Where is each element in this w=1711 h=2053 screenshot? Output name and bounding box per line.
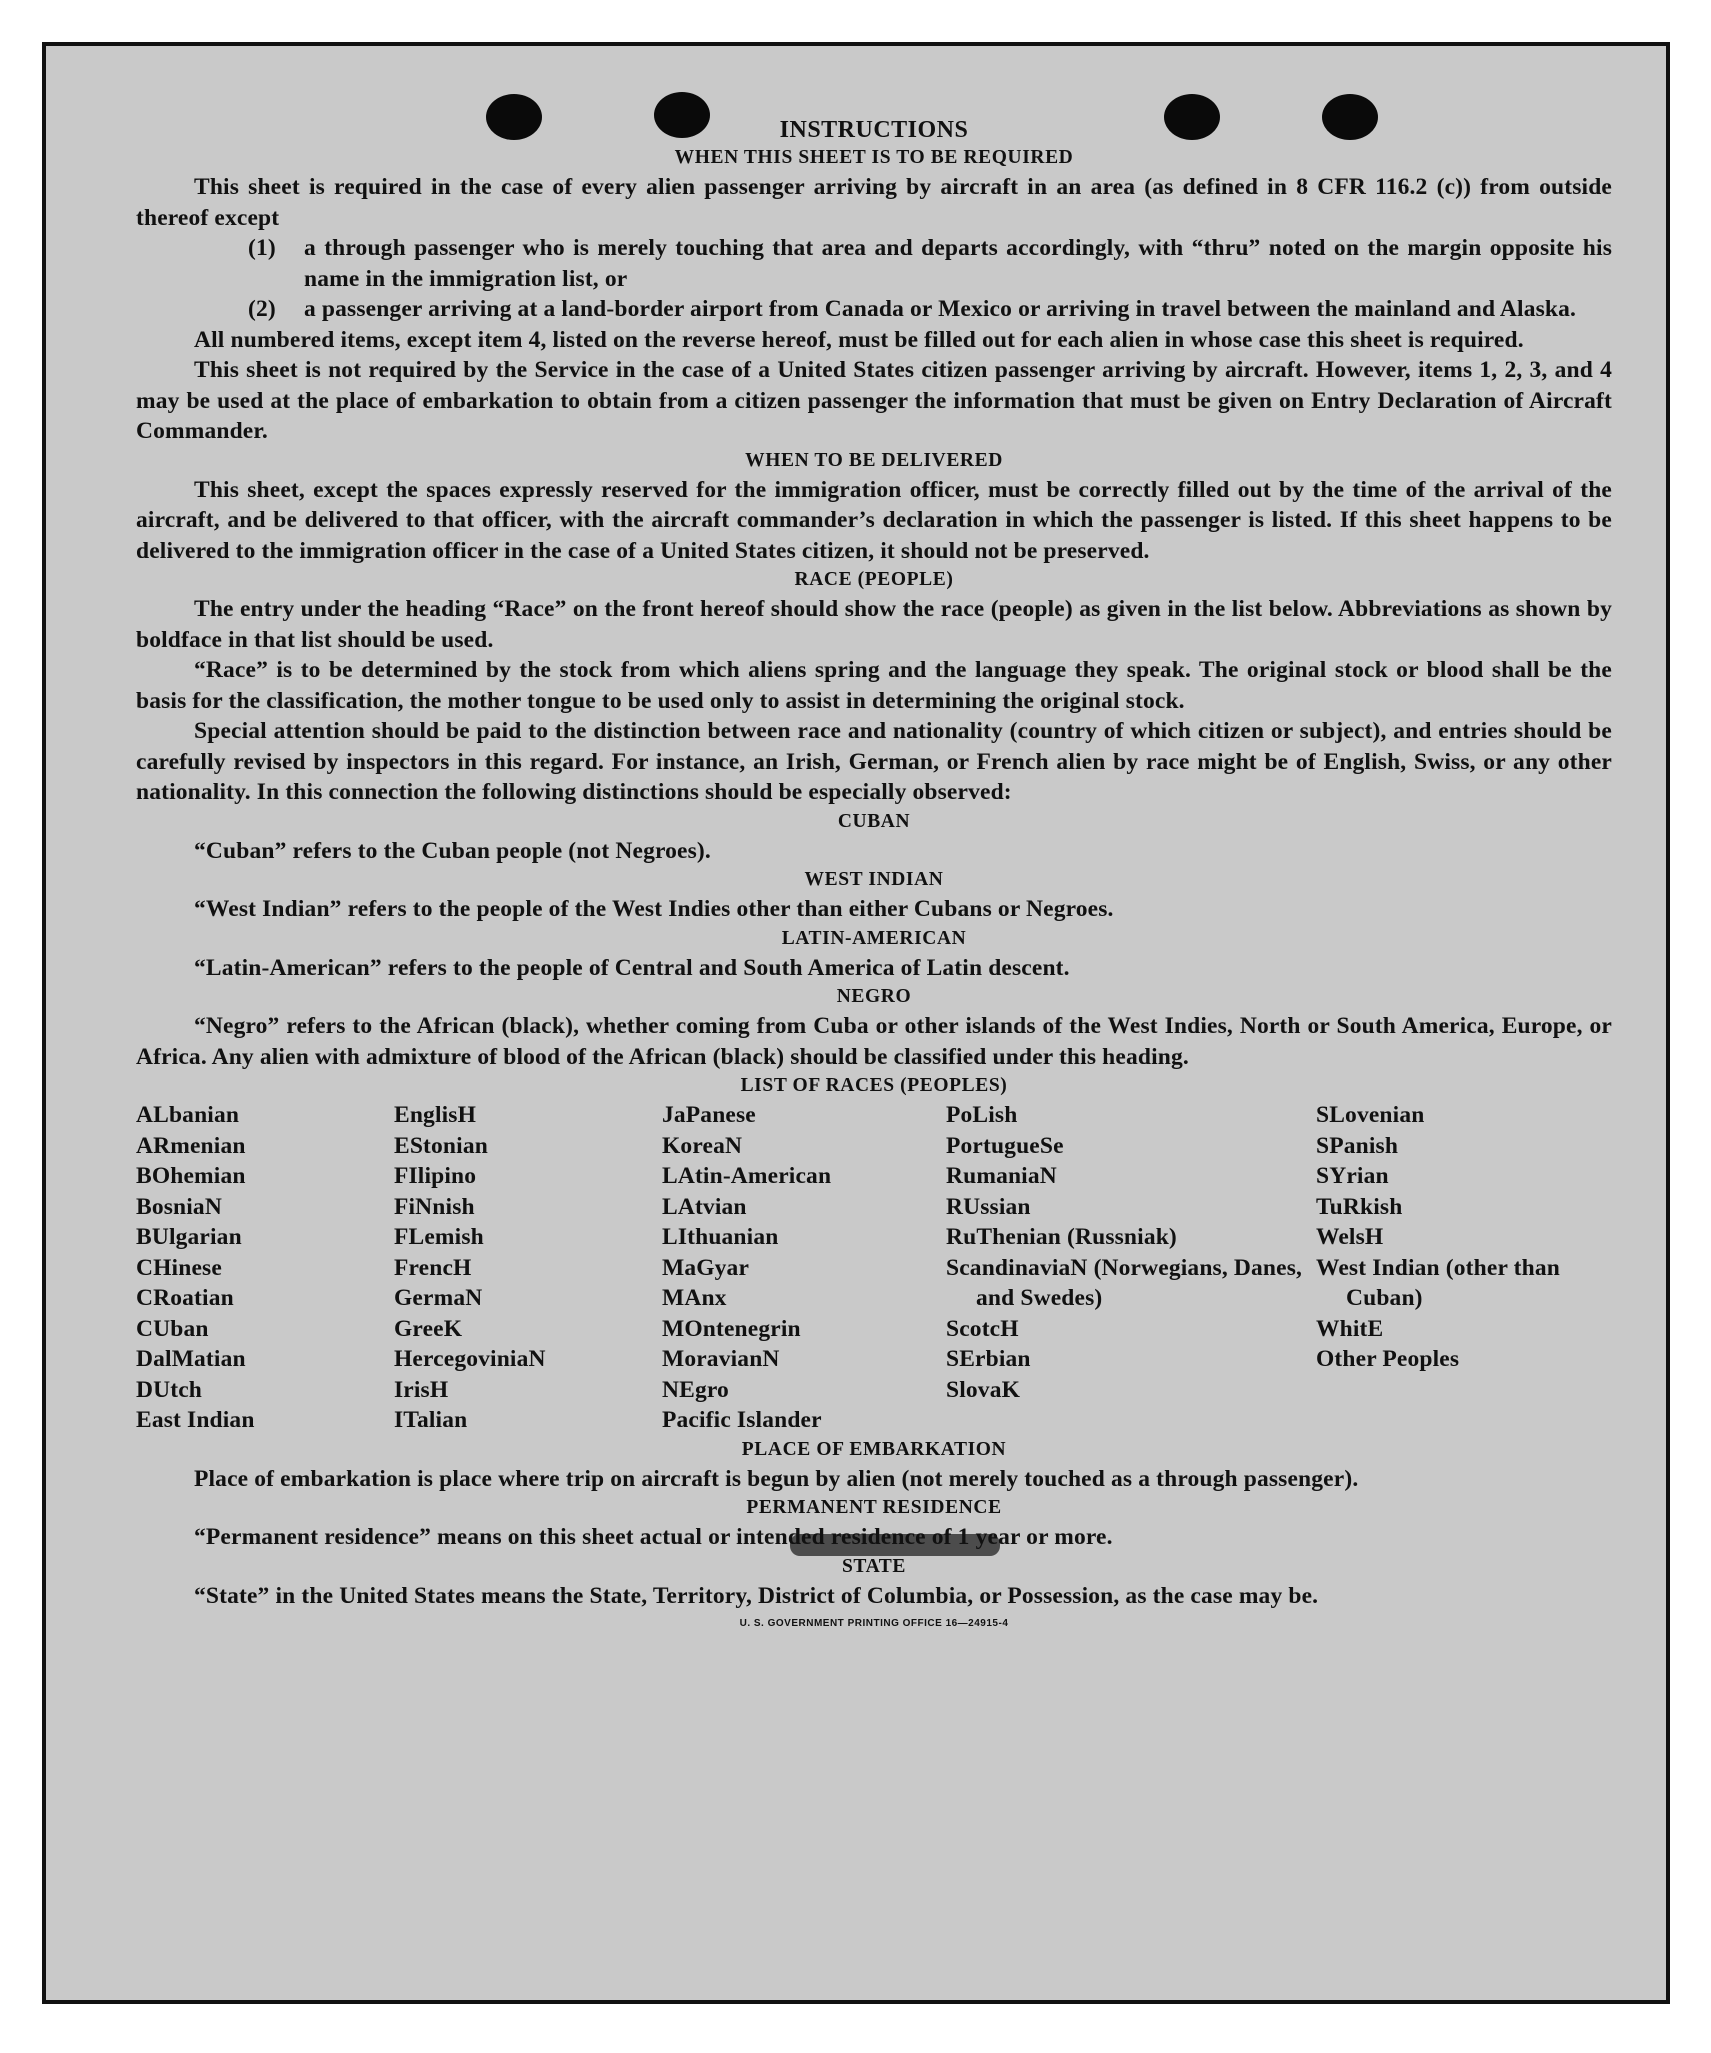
race-entry: EStonian bbox=[394, 1132, 488, 1159]
heading-west-indian: WEST INDIAN bbox=[804, 869, 944, 890]
race-paragraph: Special attention should be paid to the distinction between race and nationality (country of which citizen or subject), and entries should be carefully revised by inspectors in this regard. For instance, an Irish, German, or French alien by race might be of English, Swiss, or any other nationality. In this connection the following distinctions should be especially observed: bbox=[136, 718, 1612, 805]
race-entry: EnglisH bbox=[394, 1102, 477, 1128]
heading-races-list: LIST OF RACES (PEOPLES) bbox=[740, 1075, 1008, 1096]
race-entry: GreeK bbox=[394, 1315, 463, 1342]
races-column bbox=[1316, 1100, 1612, 1436]
required-intro: This sheet is required in the case of every alien passenger arriving by aircraft in an area (as defined in 8 CFR 116.2 (c)) from outside thereof except bbox=[136, 174, 1612, 231]
race-entry: CHinese bbox=[136, 1254, 222, 1281]
race-entry: FLemish bbox=[394, 1224, 484, 1250]
heading-embarkation: PLACE OF EMBARKATION bbox=[741, 1438, 1007, 1460]
race-entry: SLovenian bbox=[1316, 1102, 1425, 1128]
cuban-text: “Cuban” refers to the Cuban people (not Negroes). bbox=[194, 837, 711, 864]
race-entry: SPanish bbox=[1316, 1132, 1399, 1159]
race-entry: TuRkish bbox=[1316, 1193, 1403, 1220]
race-entry: FrencH bbox=[394, 1254, 472, 1281]
race-entry: SErbian bbox=[946, 1346, 1031, 1372]
instructions-content bbox=[136, 116, 1612, 1631]
race-entry: BUlgarian bbox=[136, 1224, 242, 1250]
race-entry: DUtch bbox=[136, 1376, 203, 1403]
race-entry: IrisH bbox=[394, 1376, 449, 1403]
race-entry: GermaN bbox=[394, 1285, 483, 1311]
page-title: INSTRUCTIONS bbox=[779, 117, 969, 143]
race-entry: CUban bbox=[136, 1315, 209, 1342]
race-paragraph: “Race” is to be determined by the stock from which aliens spring and the language they speak. The original stock or blood shall be the basis for the classification, the mother tongue to be used only to assist in determining the original stock. bbox=[136, 657, 1612, 714]
race-entry: MaGyar bbox=[662, 1254, 750, 1281]
race-entry: MAnx bbox=[662, 1285, 727, 1311]
heading-state: STATE bbox=[841, 1555, 907, 1577]
heading-race: RACE (PEOPLE) bbox=[794, 569, 954, 590]
race-entry: ScotcH bbox=[946, 1315, 1019, 1342]
races-column bbox=[946, 1100, 1316, 1436]
race-entry: MOntenegrin bbox=[662, 1315, 801, 1342]
race-entry: East Indian bbox=[136, 1407, 255, 1433]
races-table bbox=[136, 1100, 1612, 1436]
race-entry: WhitE bbox=[1316, 1315, 1384, 1342]
race-entry: JaPanese bbox=[662, 1102, 756, 1128]
race-entry: ALbanian bbox=[136, 1102, 240, 1128]
race-entry: LIthuanian bbox=[662, 1224, 779, 1250]
document-page bbox=[42, 42, 1670, 2004]
race-entry: SYrian bbox=[1316, 1163, 1389, 1189]
races-column bbox=[394, 1100, 662, 1436]
race-entry: FIlipino bbox=[394, 1163, 477, 1189]
race-entry: HercegoviniaN bbox=[394, 1346, 546, 1372]
embarkation-text: Place of embarkation is place where trip on aircraft is begun by alien (not merely touched as a through passenger). bbox=[194, 1465, 1359, 1492]
race-entry: DalMatian bbox=[136, 1346, 246, 1372]
race-entry: Pacific Islander bbox=[662, 1407, 822, 1433]
residence-text: “Permanent residence” means on this sheet actual or intended residence of 1 year or more. bbox=[194, 1524, 1113, 1550]
race-entry: MoravianN bbox=[662, 1346, 780, 1372]
state-text: “State” in the United States means the State, Territory, District of Columbia, or Possession, as the case may be. bbox=[194, 1582, 1319, 1609]
exception-number: (2) bbox=[248, 296, 276, 322]
race-entry: ARmenian bbox=[136, 1132, 246, 1159]
heading-cuban: CUBAN bbox=[837, 810, 911, 832]
race-entry: BOhemian bbox=[136, 1163, 246, 1189]
race-entry: PoLish bbox=[946, 1102, 1018, 1128]
races-column bbox=[136, 1100, 394, 1436]
races-column bbox=[662, 1100, 946, 1436]
printer-imprint: U. S. GOVERNMENT PRINTING OFFICE 16—24915-4 bbox=[739, 1618, 1009, 1629]
race-entry: Other Peoples bbox=[1316, 1346, 1460, 1372]
race-entry: KoreaN bbox=[662, 1132, 743, 1159]
heading-required: WHEN THIS SHEET IS TO BE REQUIRED bbox=[674, 147, 1074, 168]
exception-text: a through passenger who is merely touching that area and departs accordingly, with “thru” noted on the margin opposite his name in the immigration list, or bbox=[304, 235, 1612, 292]
negro-text: “Negro” refers to the African (black), whether coming from Cuba or other islands of the West Indies, North or South America, Europe, or Africa. Any alien with admixture of blood of the African (black) should be classified under this heading. bbox=[136, 1013, 1612, 1070]
race-entry: West Indian (other than Cuban) bbox=[1316, 1254, 1560, 1311]
race-entry: FiNnish bbox=[394, 1193, 475, 1220]
heading-negro: NEGRO bbox=[836, 986, 912, 1007]
delivered-paragraph: This sheet, except the spaces expressly reserved for the immigration officer, must be correctly filled out by the time of the arrival of the aircraft, and be delivered to that officer, with the aircraft commander’s declaration in which the passenger is listed. If this sheet happens to be delivered to the immigration officer in the case of a United States citizen, it should not be preserved. bbox=[136, 476, 1612, 564]
race-entry: CRoatian bbox=[136, 1285, 234, 1311]
west-indian-text: “West Indian” refers to the people of the West Indies other than either Cubans or Negroes. bbox=[194, 896, 1114, 922]
race-entry: ITalian bbox=[394, 1407, 468, 1433]
race-entry: SlovaK bbox=[946, 1376, 1021, 1403]
race-paragraph: The entry under the heading “Race” on the front hereof should show the race (people) as given in the list below. Abbreviations as shown by boldface in that list should be used. bbox=[136, 596, 1612, 653]
heading-latin-american: LATIN-AMERICAN bbox=[781, 927, 967, 949]
race-entry: LAtvian bbox=[662, 1193, 747, 1220]
exception-item bbox=[136, 233, 1612, 294]
heading-residence: PERMANENT RESIDENCE bbox=[746, 1497, 1002, 1518]
race-entry: PortugueSe bbox=[946, 1132, 1064, 1159]
race-entry: ScandinaviaN (Norwegians, Danes, and Swedes) bbox=[946, 1254, 1303, 1311]
race-entry: WelsH bbox=[1316, 1224, 1384, 1250]
exception-text: a passenger arriving at a land-border airport from Canada or Mexico or arriving in travel between the mainland and Alaska. bbox=[304, 296, 1577, 322]
race-entry: NEgro bbox=[662, 1376, 729, 1403]
exception-number: (1) bbox=[248, 235, 276, 261]
race-entry: LAtin-American bbox=[662, 1163, 832, 1189]
race-entry: BosniaN bbox=[136, 1193, 222, 1220]
latin-american-text: “Latin-American” refers to the people of Central and South America of Latin descent. bbox=[194, 954, 1070, 981]
race-entry: RuThenian (Russniak) bbox=[946, 1224, 1177, 1250]
required-paragraph: All numbered items, except item 4, listed on the reverse hereof, must be filled out for each alien in whose case this sheet is required. bbox=[194, 326, 1524, 353]
race-entry: RUssian bbox=[946, 1193, 1031, 1220]
heading-delivered: WHEN TO BE DELIVERED bbox=[745, 449, 1003, 471]
race-entry: RumaniaN bbox=[946, 1163, 1057, 1189]
exception-item bbox=[136, 294, 1612, 325]
citizen-paragraph: This sheet is not required by the Service in the case of a United States citizen passenger arriving by aircraft. However, items 1, 2, 3, and 4 may be used at the place of embarkation to obtain from a citizen passenger the information that must be given on Entry Declaration of Aircraft Commander. bbox=[136, 357, 1612, 444]
